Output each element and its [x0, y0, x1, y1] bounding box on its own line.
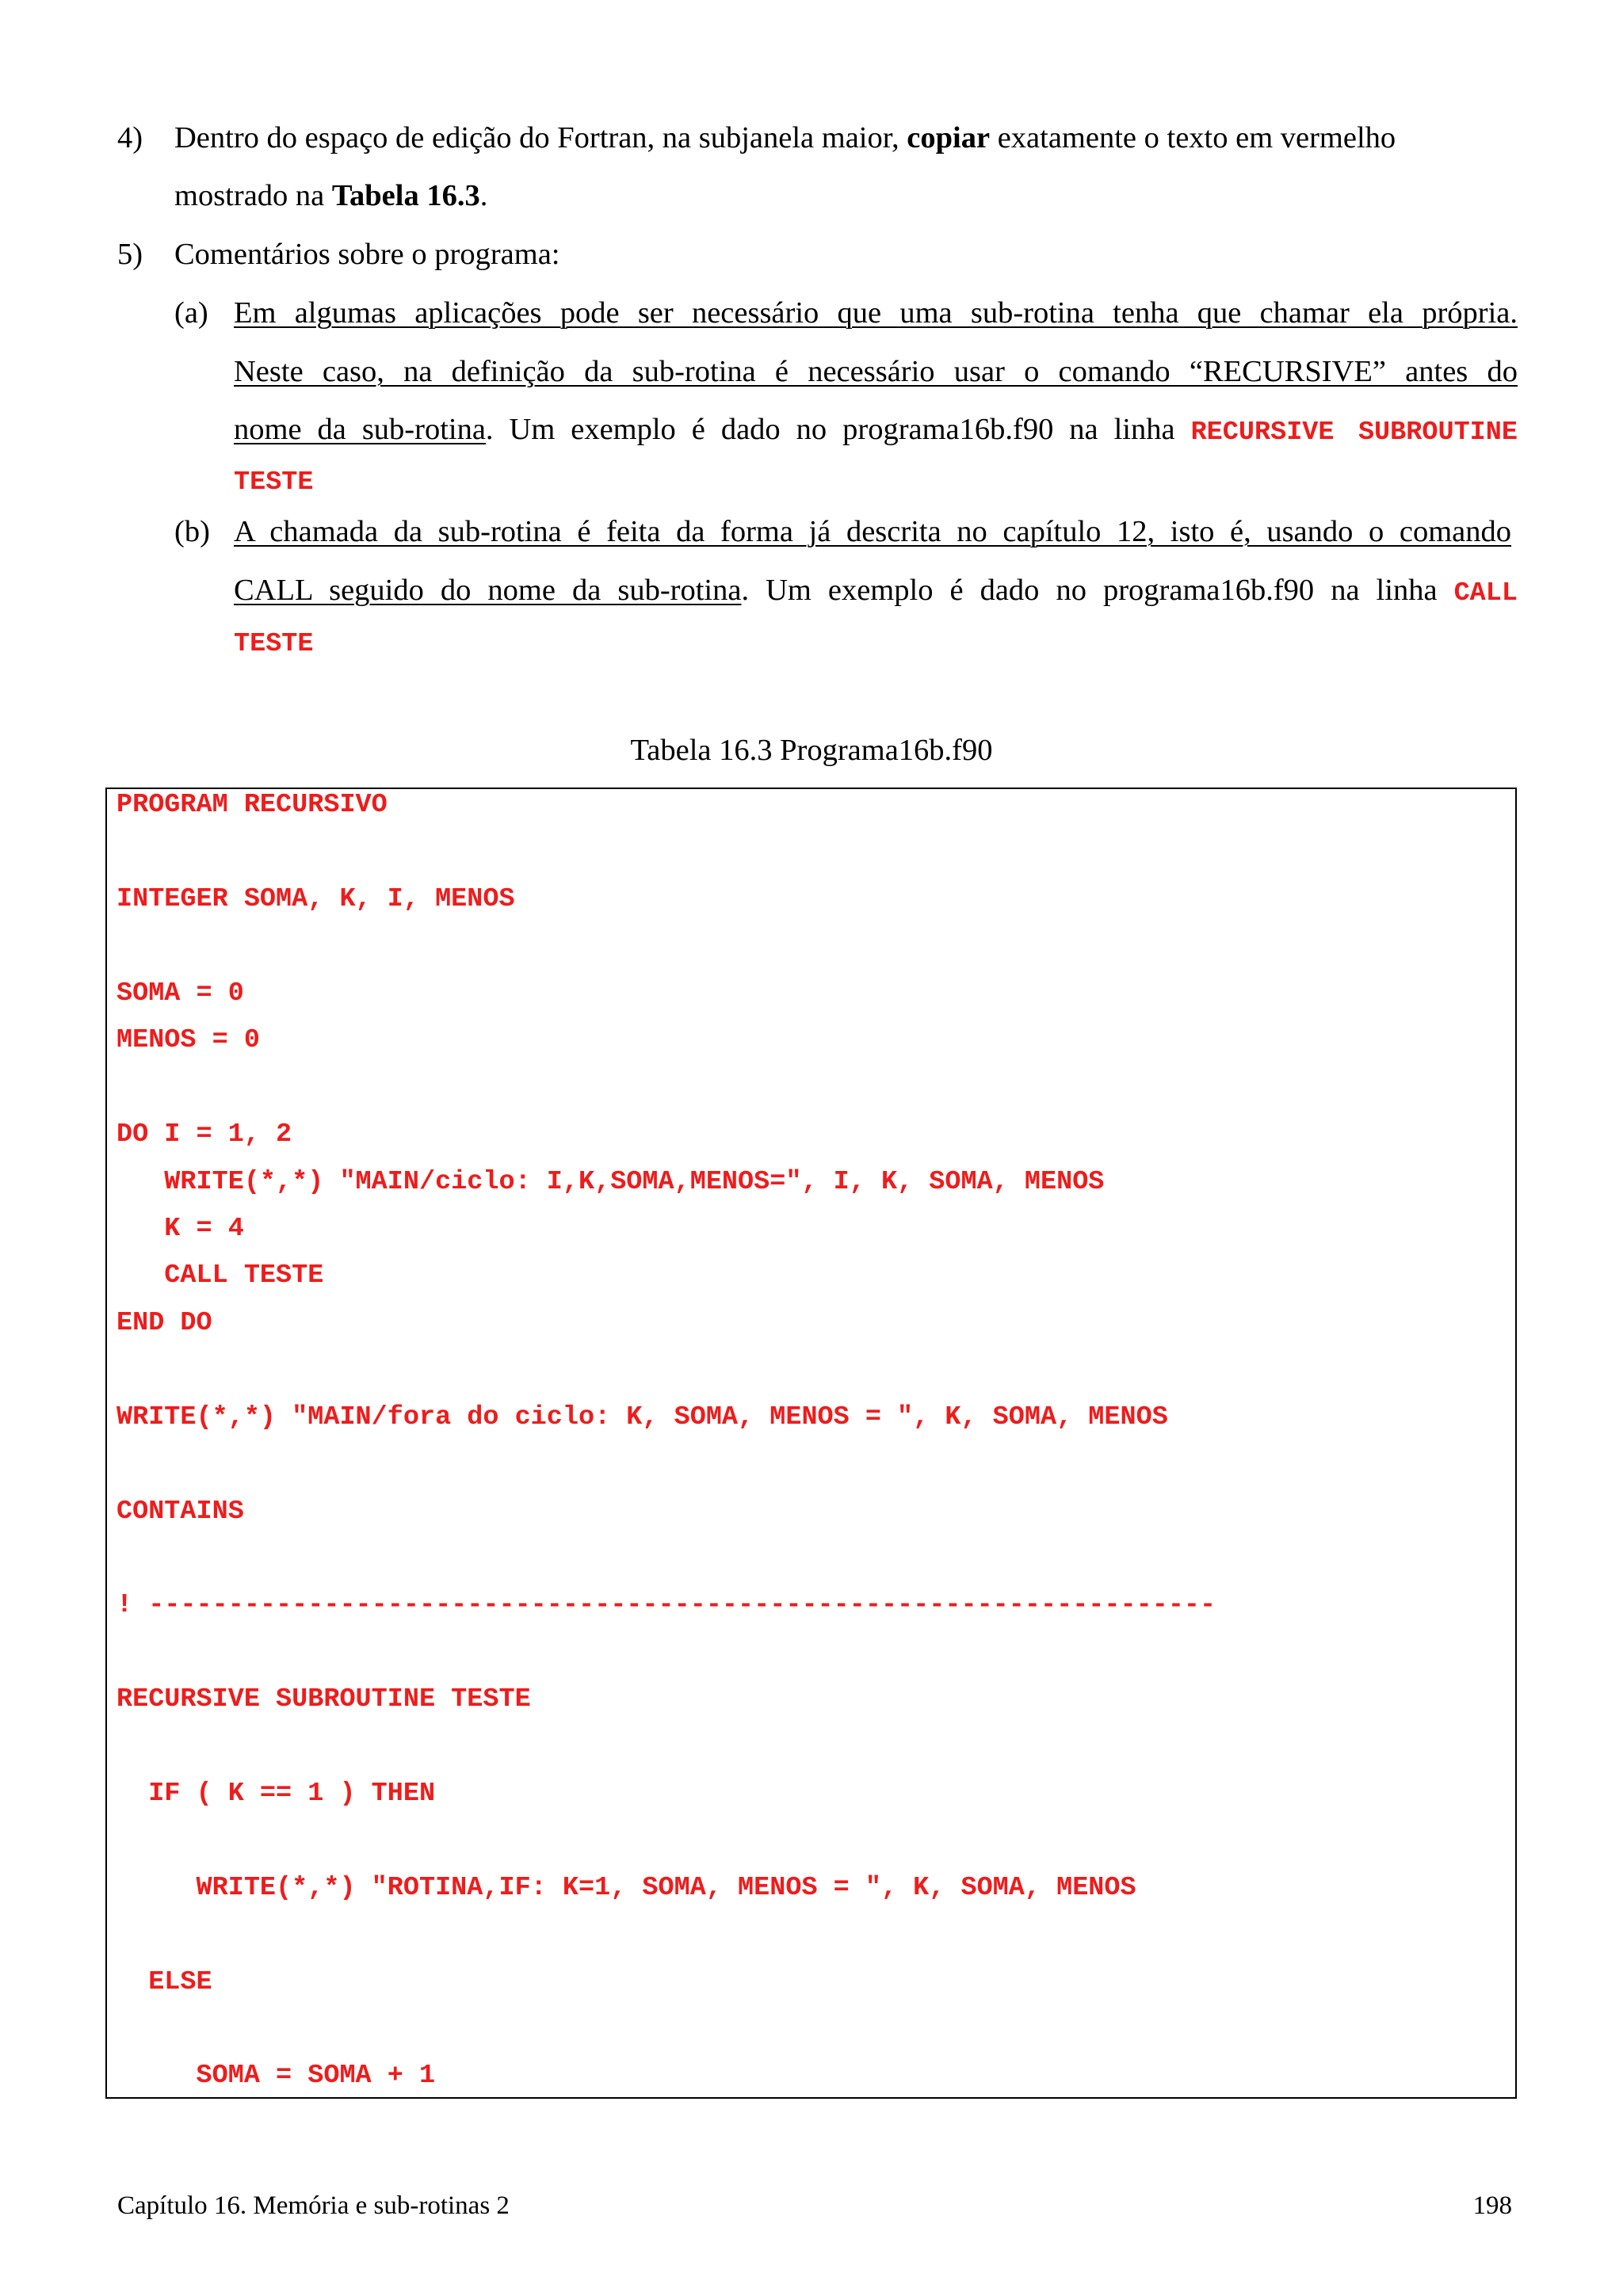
sub-a-label: (a) — [174, 296, 208, 330]
code-listing-box — [105, 788, 1517, 2099]
item-4-line-1 — [174, 123, 1396, 154]
item-4-line-2 — [174, 181, 487, 212]
code-line: WRITE(*,*) "MAIN/ciclo: I,K,SOMA,MENOS=", I, K, SOMA, MENOS — [116, 1167, 1105, 1197]
table-caption: Tabela 16.3 Programa16b.f90 — [630, 734, 993, 767]
code-line: ELSE — [116, 1967, 212, 1997]
item-4-line-2-a: mostrado na — [174, 179, 332, 212]
item-4-bold-tabela: Tabela 16.3 — [331, 179, 480, 212]
item-4-number: 4) — [117, 121, 143, 154]
sub-b-inline-code: CALL — [1453, 578, 1518, 608]
code-line: INTEGER SOMA, K, I, MENOS — [116, 884, 515, 914]
sub-b-line-2-underlined: CALL seguido do nome da sub-rotina — [234, 574, 742, 607]
code-line: K = 4 — [116, 1214, 244, 1244]
code-line: WRITE(*,*) "MAIN/fora do ciclo: K, SOMA, MENOS = ", K, SOMA, MENOS — [116, 1402, 1168, 1432]
sub-a-line-2: Neste caso, na definição da sub-rotina é necessário usar o comando “RECURSIVE” antes do — [234, 355, 1518, 388]
footer-chapter: Capítulo 16. Memória e sub-rotinas 2 — [117, 2191, 510, 2220]
sub-b-label: (b) — [174, 515, 210, 548]
sub-a-line-3-rest: . Um exemplo é dado no programa16b.f90 na linha — [485, 413, 1191, 446]
code-line: CONTAINS — [116, 1497, 244, 1527]
footer-page-number: 198 — [1472, 2191, 1512, 2220]
sub-b-line-1: A chamada da sub-rotina é feita da forma já descrita no capítulo 12, isto é, usando o comando — [234, 515, 1511, 548]
sub-b-code-continuation: TESTE — [234, 629, 314, 659]
code-line: PROGRAM RECURSIVO — [116, 790, 388, 820]
code-line: SOMA = 0 — [116, 978, 244, 1009]
code-line: CALL TESTE — [116, 1261, 324, 1291]
sub-a-line-1: Em algumas aplicações pode ser necessário que uma sub-rotina tenha que chamar ela própria. — [234, 296, 1518, 330]
code-line: MENOS = 0 — [116, 1025, 260, 1055]
item-4-text-a: Dentro do espaço de edição do Fortran, na subjanela maior, — [174, 121, 907, 154]
sub-a-line-3-underlined: nome da sub-rotina — [234, 413, 486, 446]
sub-b-line-2 — [234, 575, 1518, 608]
code-line: END DO — [116, 1308, 212, 1338]
item-4-bold-copiar: copiar — [907, 121, 991, 154]
item-4-text-b: exatamente o texto em vermelho — [990, 121, 1396, 154]
code-line: DO I = 1, 2 — [116, 1119, 292, 1150]
sub-a-inline-code: RECURSIVE SUBROUTINE — [1190, 418, 1518, 448]
code-line: WRITE(*,*) "ROTINA,IF: K=1, SOMA, MENOS = ", K, SOMA, MENOS — [116, 1873, 1136, 1903]
item-5-text: Comentários sobre o programa: — [174, 238, 560, 271]
sub-a-line-3 — [234, 414, 1518, 447]
code-line: SOMA = SOMA + 1 — [116, 2061, 436, 2091]
code-line: ! ------------------------------------------------------------------- — [116, 1590, 1216, 1620]
code-line: IF ( K == 1 ) THEN — [116, 1779, 436, 1809]
sub-b-line-2-rest: . Um exemplo é dado no programa16b.f90 na linha — [741, 574, 1454, 607]
item-4-line-2-b: . — [479, 179, 488, 212]
item-5-number: 5) — [117, 238, 143, 271]
code-line: RECURSIVE SUBROUTINE TESTE — [116, 1684, 531, 1714]
sub-a-code-continuation: TESTE — [234, 467, 314, 498]
